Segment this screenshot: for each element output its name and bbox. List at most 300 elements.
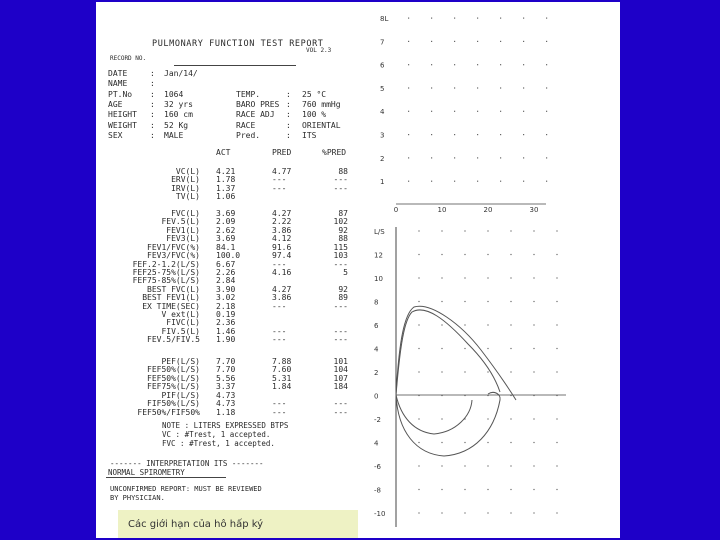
grid-dot bbox=[546, 181, 547, 182]
row-act: 1.46 bbox=[216, 326, 236, 336]
field-separator: : bbox=[150, 120, 155, 130]
row-act: 2.18 bbox=[216, 301, 236, 311]
grid-dot bbox=[500, 64, 501, 65]
grid-dot bbox=[464, 465, 465, 466]
grid-dot bbox=[418, 324, 419, 325]
field-label-2: Pred. bbox=[236, 130, 261, 140]
row-pct: 102 bbox=[333, 217, 348, 227]
row-label: BEST FEV1(L) bbox=[142, 293, 200, 303]
row-act: 4.73 bbox=[216, 390, 236, 400]
grid-dot bbox=[431, 41, 432, 42]
grid-dot bbox=[487, 418, 488, 419]
grid-dot bbox=[418, 371, 419, 372]
interpretation-text: NORMAL SPIROMETRY bbox=[108, 468, 185, 477]
row-label: FIF50%(L/S) bbox=[147, 399, 200, 409]
row-label: FVC(L) bbox=[171, 209, 200, 218]
grid-dot bbox=[418, 418, 419, 419]
grid-dot bbox=[533, 418, 534, 419]
grid-dot bbox=[408, 134, 409, 135]
fv-y-tick: 8 bbox=[374, 298, 379, 307]
row-act: 3.02 bbox=[216, 293, 236, 303]
row-label: PEF(L/S) bbox=[161, 357, 200, 366]
row-pct: --- bbox=[333, 183, 348, 193]
row-label: FEF25-75%(L/S) bbox=[132, 267, 200, 277]
row-pred: --- bbox=[272, 399, 287, 409]
grid-dot bbox=[487, 277, 488, 278]
row-pct: 115 bbox=[333, 242, 348, 252]
grid-dot bbox=[441, 277, 442, 278]
grid-dot bbox=[510, 348, 511, 349]
field-label: AGE bbox=[108, 99, 123, 109]
grid-dot bbox=[556, 301, 557, 302]
grid-dot bbox=[408, 18, 409, 19]
grid-dot bbox=[477, 181, 478, 182]
row-pred: 4.12 bbox=[272, 234, 292, 244]
fv-y-tick: -8 bbox=[374, 486, 381, 495]
interpretation-heading: ------- INTERPRETATION ITS ------- bbox=[110, 459, 264, 468]
grid-dot bbox=[454, 87, 455, 88]
vt-x-tick: 0 bbox=[393, 206, 399, 214]
grid-dot bbox=[523, 87, 524, 88]
grid-dot bbox=[487, 489, 488, 490]
row-label: FEF75%(L/S) bbox=[147, 382, 200, 392]
row-act: 5.56 bbox=[216, 373, 236, 383]
row-pred: 1.84 bbox=[272, 382, 292, 392]
grid-dot bbox=[464, 254, 465, 255]
row-pred: 7.88 bbox=[272, 357, 292, 366]
row-act: 6.67 bbox=[216, 259, 236, 269]
vt-x-tick: 30 bbox=[529, 206, 539, 214]
grid-dot bbox=[533, 442, 534, 443]
grid-dot bbox=[546, 134, 547, 135]
grid-dot bbox=[441, 489, 442, 490]
report-sheet bbox=[96, 2, 620, 538]
row-label: V ext(L) bbox=[161, 310, 200, 320]
grid-dot bbox=[441, 230, 442, 231]
row-act: 2.26 bbox=[216, 267, 236, 277]
grid-dot bbox=[431, 157, 432, 158]
field-label-2: RACE ADJ bbox=[236, 110, 275, 120]
fv-y-tick: 6 bbox=[374, 322, 379, 330]
field-label: SEX bbox=[108, 130, 123, 140]
row-pred: --- bbox=[272, 183, 287, 193]
grid-dot bbox=[408, 64, 409, 65]
row-pct: 88 bbox=[338, 167, 348, 176]
grid-dot bbox=[533, 230, 534, 231]
grid-dot bbox=[556, 230, 557, 231]
grid-dot bbox=[464, 277, 465, 278]
note-line: VC : #Trest, 1 accepted. bbox=[162, 430, 271, 439]
field-value-2: 100 % bbox=[302, 110, 327, 120]
grid-dot bbox=[464, 442, 465, 443]
grid-dot bbox=[441, 442, 442, 443]
vt-y-tick: 2 bbox=[380, 154, 385, 163]
grid-dot bbox=[487, 301, 488, 302]
grid-dot bbox=[500, 41, 501, 42]
grid-dot bbox=[500, 87, 501, 88]
row-pred: 5.31 bbox=[272, 373, 292, 383]
grid-dot bbox=[556, 489, 557, 490]
grid-dot bbox=[477, 134, 478, 135]
vt-x-tick: 20 bbox=[483, 206, 493, 214]
fv-y-tick: 4 bbox=[374, 345, 379, 354]
row-label: FEF50%(L/S) bbox=[147, 373, 200, 383]
grid-dot bbox=[441, 465, 442, 466]
grid-dot bbox=[523, 18, 524, 19]
flow-volume-graph bbox=[374, 227, 566, 527]
fv-y-tick: L/S bbox=[374, 228, 385, 236]
grid-dot bbox=[556, 418, 557, 419]
grid-dot bbox=[510, 512, 511, 513]
grid-dot bbox=[418, 348, 419, 349]
fv-y-tick: 4 bbox=[374, 439, 379, 448]
row-pct: --- bbox=[333, 335, 348, 345]
grid-dot bbox=[510, 465, 511, 466]
row-pct: 88 bbox=[338, 234, 348, 244]
field-label: HEIGHT bbox=[108, 110, 137, 120]
grid-dot bbox=[533, 324, 534, 325]
vt-x-tick: 10 bbox=[437, 206, 447, 214]
grid-dot bbox=[441, 254, 442, 255]
field-value-2: ITS bbox=[302, 130, 317, 140]
grid-dot bbox=[556, 254, 557, 255]
row-pct: 104 bbox=[333, 365, 348, 375]
grid-dot bbox=[477, 111, 478, 112]
row-label: VC(L) bbox=[175, 167, 200, 176]
fv-y-tick: 0 bbox=[374, 392, 379, 401]
grid-dot bbox=[533, 489, 534, 490]
field-separator: : bbox=[150, 110, 155, 120]
grid-dot bbox=[500, 111, 501, 112]
grid-dot bbox=[556, 324, 557, 325]
grid-dot bbox=[500, 181, 501, 182]
grid-dot bbox=[418, 442, 419, 443]
row-pred: --- bbox=[272, 335, 287, 345]
row-act: 2.09 bbox=[216, 217, 236, 227]
vt-y-tick: 6 bbox=[380, 61, 385, 70]
row-label: FEV.5(L) bbox=[161, 217, 200, 227]
grid-dot bbox=[408, 111, 409, 112]
grid-dot bbox=[464, 489, 465, 490]
confirm-line: UNCONFIRMED REPORT: MUST BE REVIEWED bbox=[110, 485, 262, 493]
row-act: 1.37 bbox=[216, 183, 236, 193]
grid-dot bbox=[431, 64, 432, 65]
grid-dot bbox=[441, 301, 442, 302]
grid-dot bbox=[510, 324, 511, 325]
grid-dot bbox=[510, 230, 511, 231]
row-pred: 4.77 bbox=[272, 167, 292, 176]
grid-dot bbox=[523, 111, 524, 112]
field-label-2: RACE bbox=[236, 120, 256, 130]
grid-dot bbox=[533, 465, 534, 466]
grid-dot bbox=[546, 157, 547, 158]
grid-dot bbox=[533, 254, 534, 255]
vt-y-tick: 7 bbox=[380, 38, 385, 47]
field-value-2: 25 °C bbox=[302, 89, 327, 99]
row-pct: 103 bbox=[333, 251, 348, 261]
grid-dot bbox=[464, 301, 465, 302]
row-label: FEV1(L) bbox=[166, 225, 200, 235]
grid-dot bbox=[556, 442, 557, 443]
field-separator: : bbox=[150, 69, 155, 78]
row-label: FIVC(L) bbox=[166, 318, 200, 328]
grid-dot bbox=[556, 277, 557, 278]
vt-y-tick: 5 bbox=[380, 84, 385, 93]
grid-dot bbox=[408, 157, 409, 158]
grid-dot bbox=[464, 230, 465, 231]
field-separator: : bbox=[150, 89, 155, 99]
field-label: PT.No bbox=[108, 89, 133, 99]
grid-dot bbox=[454, 181, 455, 182]
grid-dot bbox=[533, 512, 534, 513]
row-label: FEF50%/FIF50% bbox=[137, 407, 200, 417]
grid-dot bbox=[418, 465, 419, 466]
row-label: FEF.2-1.2(L/S) bbox=[132, 259, 200, 269]
row-pred: 91.6 bbox=[272, 242, 292, 252]
grid-dot bbox=[454, 111, 455, 112]
fv-y-tick: -6 bbox=[374, 463, 381, 471]
field-separator: : bbox=[150, 99, 155, 109]
grid-dot bbox=[487, 512, 488, 513]
row-label: EX TIME(SEC) bbox=[142, 301, 200, 311]
report-graphs bbox=[96, 2, 620, 538]
vt-y-tick: 3 bbox=[380, 131, 385, 140]
field-separator: : bbox=[286, 130, 291, 140]
row-pct: --- bbox=[333, 399, 348, 409]
grid-dot bbox=[408, 181, 409, 182]
grid-dot bbox=[418, 512, 419, 513]
field-value: 160 cm bbox=[164, 110, 193, 120]
grid-dot bbox=[510, 442, 511, 443]
confirm-line: BY PHYSICIAN. bbox=[110, 494, 165, 502]
row-act: 3.69 bbox=[216, 234, 236, 244]
record-label: RECORD NO. bbox=[110, 55, 147, 62]
grid-dot bbox=[418, 230, 419, 231]
row-act: 84.1 bbox=[216, 242, 236, 252]
grid-dot bbox=[546, 87, 547, 88]
grid-dot bbox=[500, 18, 501, 19]
field-label-2: BARO PRES bbox=[236, 99, 280, 109]
grid-dot bbox=[441, 512, 442, 513]
row-label: PIF(L/S) bbox=[161, 390, 200, 400]
row-pct: 107 bbox=[333, 373, 348, 383]
row-pred: 4.27 bbox=[272, 209, 292, 218]
grid-dot bbox=[523, 181, 524, 182]
row-act: 2.62 bbox=[216, 225, 236, 235]
grid-dot bbox=[464, 512, 465, 513]
grid-dot bbox=[487, 465, 488, 466]
row-pred: --- bbox=[272, 326, 287, 336]
grid-dot bbox=[556, 512, 557, 513]
grid-dot bbox=[477, 18, 478, 19]
grid-dot bbox=[408, 87, 409, 88]
row-pred: 3.86 bbox=[272, 225, 292, 235]
field-value-2: 760 mmHg bbox=[302, 99, 341, 109]
field-separator: : bbox=[286, 120, 291, 130]
grid-dot bbox=[487, 442, 488, 443]
grid-dot bbox=[431, 18, 432, 19]
grid-dot bbox=[477, 41, 478, 42]
field-value: MALE bbox=[164, 130, 184, 140]
grid-dot bbox=[477, 157, 478, 158]
report-title: PULMONARY FUNCTION TEST REPORT bbox=[152, 39, 324, 49]
grid-dot bbox=[431, 111, 432, 112]
grid-dot bbox=[454, 134, 455, 135]
row-pct: 92 bbox=[338, 225, 348, 235]
note-line: NOTE : LITERS EXPRESSED BTPS bbox=[162, 421, 289, 430]
vt-y-tick: 4 bbox=[380, 108, 385, 117]
row-act: 1.18 bbox=[216, 407, 236, 417]
field-separator: : bbox=[286, 89, 291, 99]
row-label: FEF75-85%(L/S) bbox=[132, 276, 200, 286]
grid-dot bbox=[510, 371, 511, 372]
fv-y-tick: 2 bbox=[374, 369, 379, 377]
grid-dot bbox=[546, 64, 547, 65]
grid-dot bbox=[510, 301, 511, 302]
row-label: FEV1/FVC(%) bbox=[147, 242, 200, 252]
field-separator: : bbox=[150, 130, 155, 140]
grid-dot bbox=[533, 277, 534, 278]
grid-dot bbox=[510, 254, 511, 255]
grid-dot bbox=[500, 157, 501, 158]
grid-dot bbox=[500, 134, 501, 135]
expiratory-curve-predicted bbox=[396, 310, 500, 395]
grid-dot bbox=[454, 41, 455, 42]
grid-dot bbox=[556, 371, 557, 372]
row-pct: 5 bbox=[343, 267, 348, 277]
field-label: DATE bbox=[108, 69, 128, 78]
row-pred: 97.4 bbox=[272, 251, 292, 261]
row-pred: --- bbox=[272, 407, 287, 417]
row-act: 7.70 bbox=[216, 357, 236, 366]
grid-dot bbox=[454, 157, 455, 158]
row-pct: --- bbox=[333, 326, 348, 336]
grid-dot bbox=[487, 348, 488, 349]
row-act: 1.78 bbox=[216, 175, 236, 185]
grid-dot bbox=[546, 111, 547, 112]
field-value: 1064 bbox=[164, 89, 184, 99]
grid-dot bbox=[464, 371, 465, 372]
row-label: FEV.5/FIV.5 bbox=[147, 335, 200, 345]
field-separator: : bbox=[150, 79, 155, 89]
grid-dot bbox=[487, 254, 488, 255]
grid-dot bbox=[441, 418, 442, 419]
row-label: FEF50%(L/S) bbox=[147, 365, 200, 375]
row-pct: 92 bbox=[338, 284, 348, 294]
field-label-2: TEMP. bbox=[236, 89, 261, 99]
grid-dot bbox=[418, 489, 419, 490]
grid-dot bbox=[431, 181, 432, 182]
row-act: 100.0 bbox=[216, 251, 241, 261]
grid-dot bbox=[510, 277, 511, 278]
row-pred: --- bbox=[272, 259, 287, 269]
row-pct: 184 bbox=[333, 382, 348, 392]
grid-dot bbox=[431, 134, 432, 135]
grid-dot bbox=[546, 41, 547, 42]
grid-dot bbox=[533, 348, 534, 349]
grid-dot bbox=[454, 18, 455, 19]
row-label: TV(L) bbox=[175, 192, 200, 202]
grid-dot bbox=[533, 301, 534, 302]
field-label: WEIGHT bbox=[108, 120, 137, 130]
row-label: ERV(L) bbox=[171, 175, 200, 185]
row-pct: --- bbox=[333, 175, 348, 185]
slide-caption bbox=[118, 510, 358, 538]
field-value: Jan/14/ bbox=[164, 69, 198, 78]
column-act: ACT bbox=[216, 148, 231, 157]
fv-y-tick: -10 bbox=[374, 510, 386, 518]
grid-dot bbox=[431, 87, 432, 88]
grid-dot bbox=[487, 230, 488, 231]
row-act: 3.69 bbox=[216, 209, 236, 218]
row-pred: --- bbox=[272, 175, 287, 185]
grid-dot bbox=[546, 18, 547, 19]
grid-dot bbox=[454, 64, 455, 65]
row-act: 4.73 bbox=[216, 399, 236, 409]
grid-dot bbox=[441, 324, 442, 325]
column-pred: PRED bbox=[272, 148, 292, 157]
field-value-2: ORIENTAL bbox=[302, 120, 341, 130]
grid-dot bbox=[556, 465, 557, 466]
grid-dot bbox=[408, 41, 409, 42]
vt-y-tick: 1 bbox=[380, 178, 385, 187]
grid-dot bbox=[556, 348, 557, 349]
row-pct: --- bbox=[333, 407, 348, 417]
row-label: FEV3/FVC(%) bbox=[147, 251, 200, 261]
grid-dot bbox=[523, 134, 524, 135]
row-act: 7.70 bbox=[216, 365, 236, 375]
vt-y-tick: 8L bbox=[380, 15, 389, 23]
row-pred: 4.27 bbox=[272, 284, 292, 294]
row-act: 1.90 bbox=[216, 335, 236, 345]
row-act: 0.19 bbox=[216, 310, 236, 320]
grid-dot bbox=[533, 371, 534, 372]
field-separator: : bbox=[286, 99, 291, 109]
inspiratory-loop-2 bbox=[396, 395, 472, 434]
caption-text: Các giới hạn của hô hấp ký bbox=[128, 518, 264, 530]
grid-dot bbox=[510, 489, 511, 490]
grid-dot bbox=[510, 418, 511, 419]
note-line: FVC : #Trest, 1 accepted. bbox=[162, 439, 275, 448]
field-value: 52 Kg bbox=[164, 120, 189, 130]
row-pred: 7.60 bbox=[272, 365, 292, 375]
row-pred: --- bbox=[272, 301, 287, 311]
grid-dot bbox=[418, 301, 419, 302]
row-act: 1.06 bbox=[216, 192, 236, 202]
row-label: FIV.5(L) bbox=[161, 326, 200, 336]
grid-dot bbox=[441, 348, 442, 349]
row-act: 3.90 bbox=[216, 284, 236, 294]
fv-y-tick: 12 bbox=[374, 251, 383, 260]
row-pct: 89 bbox=[338, 293, 348, 303]
grid-dot bbox=[523, 157, 524, 158]
row-pct: --- bbox=[333, 259, 348, 269]
fv-y-tick: 10 bbox=[374, 275, 383, 283]
row-pred: 2.22 bbox=[272, 217, 292, 227]
row-label: IRV(L) bbox=[171, 183, 200, 193]
grid-dot bbox=[464, 348, 465, 349]
row-pred: 4.16 bbox=[272, 267, 292, 277]
grid-dot bbox=[464, 324, 465, 325]
volume-time-graph bbox=[380, 15, 547, 214]
grid-dot bbox=[477, 64, 478, 65]
report-subtitle: VOL 2.3 bbox=[306, 47, 332, 54]
grid-dot bbox=[487, 371, 488, 372]
row-pred: 3.86 bbox=[272, 293, 292, 303]
grid-dot bbox=[487, 324, 488, 325]
row-act: 2.36 bbox=[216, 318, 236, 328]
row-pct: 101 bbox=[333, 357, 348, 366]
